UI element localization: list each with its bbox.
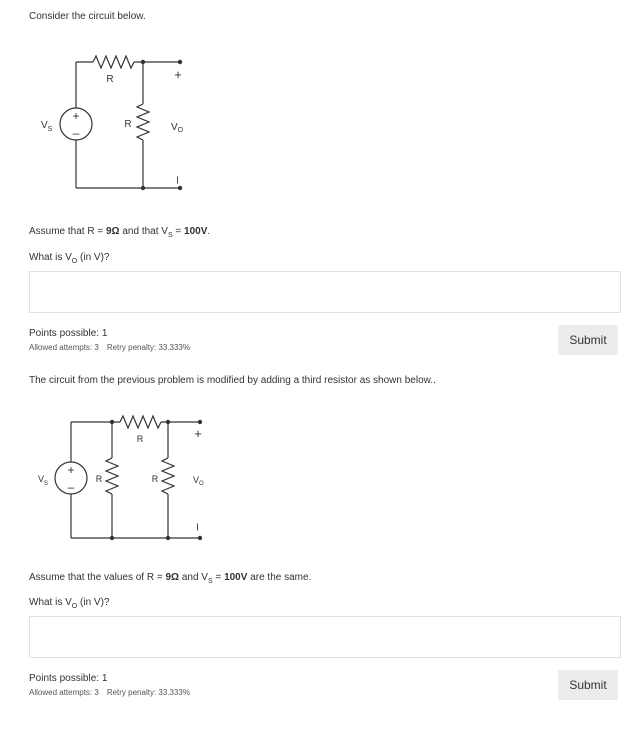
q2-points-possible: Points possible: 1 — [29, 673, 108, 684]
q1-output-minus: – — [171, 176, 186, 184]
q1-points-possible: Points possible: 1 — [29, 328, 108, 339]
q1-vs-label: $V_S$ — [41, 120, 53, 133]
q1-output-plus: + — [174, 67, 182, 82]
q2-resistor-series — [120, 416, 161, 428]
q2-retry-penalty: Retry penalty: 33.333% — [106, 688, 190, 697]
q2-question: What is $V_O$ (in V)? — [29, 597, 110, 610]
q2-r-label-shunt-2: R — [151, 474, 159, 484]
q2-source-minus: – — [67, 480, 75, 494]
q2-vo-label: $V_O$ — [193, 475, 204, 487]
q1-resistor-series — [93, 56, 134, 68]
q2-r-label-top: R — [136, 434, 144, 444]
q1-answer-input[interactable] — [29, 271, 621, 313]
q2-vs-label: $V_S$ — [38, 474, 49, 487]
q2-allowed-attempts: Allowed attempts: 3 — [29, 688, 99, 697]
q1-allowed-attempts: Allowed attempts: 3 — [29, 343, 99, 352]
q1-attempt-info — [29, 343, 190, 352]
q2-submit-button[interactable]: Submit — [558, 670, 618, 700]
q1-intro: Consider the circuit below. — [29, 11, 146, 22]
q2-output-plus: + — [194, 426, 202, 441]
q1-r-label-shunt: R — [124, 119, 132, 130]
q1-assumption: Assume that R = 9Ω and that $V_S = 100V$. — [29, 226, 211, 239]
q2-circuit-diagram — [30, 410, 220, 550]
q1-question: What is $V_O$ (in V)? — [29, 252, 110, 265]
q2-attempt-info — [29, 688, 190, 697]
q1-retry-penalty: Retry penalty: 33.333% — [106, 343, 190, 352]
q2-source-plus: + — [67, 463, 75, 477]
q1-vo-label: $V_O$ — [171, 122, 184, 134]
q1-resistor-shunt — [137, 104, 149, 140]
q1-source-plus: + — [72, 109, 80, 123]
q2-assumption: Assume that the values of R = 9Ω and $V_S = 100V$ are the same. — [29, 572, 312, 585]
q2-output-minus: – — [191, 523, 206, 531]
q2-resistor-shunt-1 — [106, 458, 118, 494]
q2-answer-input[interactable] — [29, 616, 621, 658]
q1-submit-button[interactable]: Submit — [558, 325, 618, 355]
q2-r-label-shunt-1: R — [95, 474, 103, 484]
q1-circuit-diagram — [30, 50, 200, 195]
q1-r-label-top: R — [106, 74, 114, 85]
q2-intro: The circuit from the previous problem is modified by adding a third resistor as shown below.. — [29, 375, 436, 386]
q2-resistor-shunt-2 — [162, 458, 174, 494]
q1-source-minus: – — [72, 126, 80, 140]
